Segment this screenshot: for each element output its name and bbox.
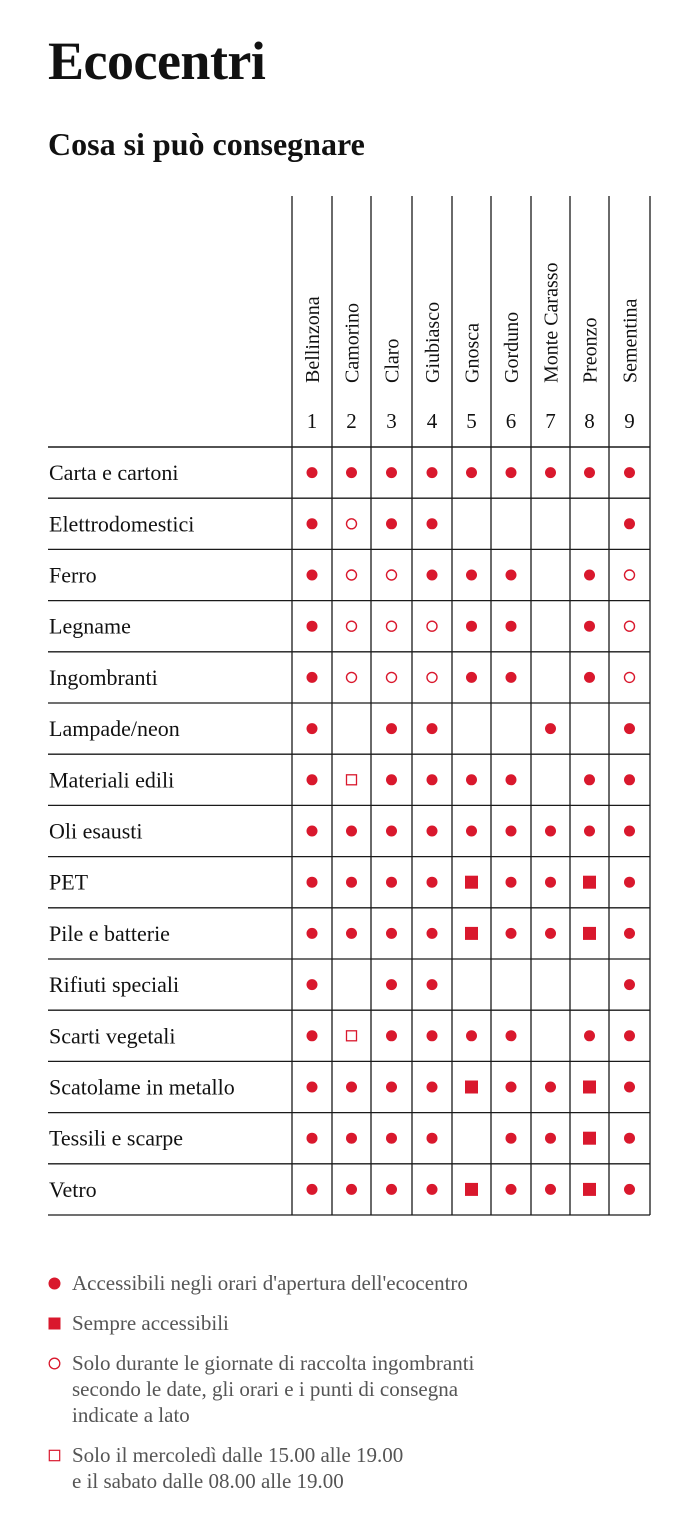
dot-marker	[624, 877, 635, 888]
dot-marker	[427, 467, 438, 478]
column-header-number: 6	[505, 409, 517, 433]
open-square-marker	[347, 775, 357, 785]
dot-marker	[624, 1030, 635, 1041]
legend-text: Solo durante le giornate di raccolta ingombranti	[72, 1351, 475, 1375]
open-square-marker	[347, 1031, 357, 1041]
dot-marker	[506, 1030, 517, 1041]
dot-marker	[466, 570, 477, 581]
dot-marker	[584, 672, 595, 683]
row-label: Pile e batterie	[49, 920, 170, 946]
legend-item	[48, 1270, 668, 1296]
square-marker	[583, 1183, 596, 1196]
dot-marker	[624, 774, 635, 785]
legend-symbol-icon	[48, 1277, 61, 1290]
dot-marker	[466, 1030, 477, 1041]
dot-marker	[545, 1082, 556, 1093]
dot-marker	[506, 570, 517, 581]
dot-marker	[307, 1184, 318, 1195]
dot-marker	[427, 1133, 438, 1144]
dot-marker	[346, 826, 357, 837]
square-marker	[465, 1183, 478, 1196]
dot-marker	[386, 826, 397, 837]
open-circle-marker	[625, 672, 635, 682]
dot-marker	[506, 1184, 517, 1195]
dot-marker	[545, 1133, 556, 1144]
dot-marker	[545, 1184, 556, 1195]
dot-marker	[386, 518, 397, 529]
dot-marker	[307, 723, 318, 734]
square-marker	[465, 876, 478, 889]
dot-marker	[427, 570, 438, 581]
dot-marker	[624, 1082, 635, 1093]
dot-marker	[624, 1184, 635, 1195]
dot-marker	[427, 518, 438, 529]
dot-marker	[307, 877, 318, 888]
row-label: Legname	[49, 613, 131, 639]
column-header-number: 4	[426, 409, 438, 433]
dot-marker	[624, 518, 635, 529]
dot-marker	[545, 877, 556, 888]
dot-marker	[386, 1030, 397, 1041]
row-label: Scatolame in metallo	[49, 1074, 235, 1100]
dot-marker	[584, 774, 595, 785]
open-circle-marker	[625, 570, 635, 580]
dot-marker	[346, 1082, 357, 1093]
legend-open-square-icon	[49, 1450, 59, 1460]
dot-marker	[386, 979, 397, 990]
row-label: Carta e cartoni	[49, 460, 179, 486]
dot-marker	[386, 928, 397, 939]
dot-marker	[584, 570, 595, 581]
open-circle-marker	[427, 621, 437, 631]
row-label: Materiali edili	[49, 767, 175, 793]
dot-marker	[427, 928, 438, 939]
dot-marker	[346, 1184, 357, 1195]
dot-marker	[506, 672, 517, 683]
column-header-number: 5	[466, 409, 477, 433]
open-circle-marker	[387, 621, 397, 631]
square-marker	[583, 876, 596, 889]
dot-marker	[427, 1082, 438, 1093]
dot-marker	[386, 723, 397, 734]
dot-marker	[624, 723, 635, 734]
column-header-name: Preonzo	[579, 317, 602, 383]
column-header-name: Bellinzona	[302, 296, 324, 383]
column-header-name: Gnosca	[461, 323, 484, 383]
legend-item	[48, 1442, 668, 1494]
legend	[48, 1270, 668, 1508]
square-marker	[583, 1132, 596, 1145]
dot-marker	[466, 774, 477, 785]
legend-square-icon	[49, 1318, 61, 1330]
dot-marker	[427, 979, 438, 990]
dot-marker	[386, 1082, 397, 1093]
row-label: Scarti vegetali	[49, 1023, 176, 1049]
open-circle-marker	[625, 621, 635, 631]
row-label: Rifiuti speciali	[49, 972, 180, 998]
square-marker	[583, 1081, 596, 1094]
legend-text: Accessibili negli orari d'apertura dell'ecocentro	[72, 1271, 468, 1295]
legend-text: secondo le date, gli orari e i punti di consegna	[72, 1377, 459, 1401]
dot-marker	[506, 621, 517, 632]
dot-marker	[584, 621, 595, 632]
dot-marker	[545, 928, 556, 939]
dot-marker	[307, 518, 318, 529]
row-label: PET	[49, 869, 89, 895]
column-header-number: 9	[624, 409, 635, 433]
dot-marker	[386, 1184, 397, 1195]
dot-marker	[624, 826, 635, 837]
dot-marker	[506, 928, 517, 939]
dot-marker	[506, 877, 517, 888]
column-header-name: Sementina	[619, 298, 642, 383]
open-circle-marker	[387, 672, 397, 682]
legend-text: Sempre accessibili	[72, 1311, 229, 1335]
column-header-number: 2	[346, 409, 357, 433]
dot-marker	[307, 1133, 318, 1144]
dot-marker	[466, 672, 477, 683]
row-label: Tessili e scarpe	[49, 1125, 184, 1151]
dot-marker	[427, 723, 438, 734]
dot-marker	[307, 979, 318, 990]
dot-marker	[427, 1184, 438, 1195]
column-header-number: 3	[386, 409, 397, 433]
dot-marker	[584, 1030, 595, 1041]
dot-marker	[346, 1133, 357, 1144]
open-circle-marker	[427, 672, 437, 682]
legend-item	[48, 1350, 668, 1428]
legend-symbol-icon	[48, 1357, 61, 1370]
legend-text: Solo il mercoledì dalle 15.00 alle 19.00	[72, 1443, 404, 1467]
square-marker	[465, 927, 478, 940]
dot-marker	[624, 979, 635, 990]
dot-marker	[545, 467, 556, 478]
open-circle-marker	[347, 570, 357, 580]
open-circle-marker	[347, 519, 357, 529]
dot-marker	[307, 1030, 318, 1041]
dot-marker	[466, 467, 477, 478]
row-label: Ingombranti	[49, 664, 158, 690]
legend-symbol-icon	[48, 1317, 61, 1330]
dot-marker	[346, 467, 357, 478]
dot-marker	[386, 774, 397, 785]
dot-marker	[545, 723, 556, 734]
legend-text: e il sabato dalle 08.00 alle 19.00	[72, 1469, 344, 1493]
dot-marker	[307, 672, 318, 683]
open-circle-marker	[387, 570, 397, 580]
dot-marker	[427, 1030, 438, 1041]
dot-marker	[307, 928, 318, 939]
legend-open-circle-icon	[49, 1358, 60, 1369]
dot-marker	[584, 826, 595, 837]
column-header-name: Monte Carasso	[540, 262, 563, 383]
column-header-number: 7	[545, 409, 556, 433]
column-header-number: 1	[306, 409, 318, 433]
dot-marker	[386, 1133, 397, 1144]
dot-marker	[584, 467, 595, 478]
dot-marker	[427, 877, 438, 888]
dot-marker	[386, 467, 397, 478]
dot-marker	[624, 928, 635, 939]
legend-text: indicate a lato	[72, 1403, 190, 1427]
page-title: Ecocentri	[48, 31, 266, 91]
column-header-name: Camorino	[341, 303, 364, 383]
dot-marker	[346, 877, 357, 888]
column-header-number: 8	[584, 409, 595, 433]
dot-marker	[307, 826, 318, 837]
dot-marker	[307, 570, 318, 581]
dot-marker	[624, 467, 635, 478]
row-label: Ferro	[49, 562, 97, 588]
dot-marker	[545, 826, 556, 837]
row-label: Vetro	[49, 1176, 97, 1202]
dot-marker	[307, 467, 318, 478]
dot-marker	[307, 774, 318, 785]
legend-symbol-icon	[48, 1449, 61, 1462]
open-circle-marker	[347, 621, 357, 631]
legend-item	[48, 1310, 668, 1336]
dot-marker	[624, 1133, 635, 1144]
dot-marker	[506, 1082, 517, 1093]
dot-marker	[506, 1133, 517, 1144]
dot-marker	[386, 877, 397, 888]
dot-marker	[307, 1082, 318, 1093]
dot-marker	[466, 826, 477, 837]
row-label: Lampade/neon	[49, 716, 180, 742]
dot-marker	[427, 826, 438, 837]
dot-marker	[307, 621, 318, 632]
dot-marker	[506, 826, 517, 837]
row-label: Oli esausti	[49, 818, 143, 844]
dot-marker	[346, 928, 357, 939]
column-header-name: Gorduno	[501, 311, 523, 383]
column-header-name: Claro	[381, 338, 404, 383]
dot-marker	[427, 774, 438, 785]
page-subtitle: Cosa si può consegnare	[48, 126, 365, 162]
row-label: Elettrodomestici	[49, 511, 195, 537]
column-header-name: Giubiasco	[422, 301, 444, 383]
dot-marker	[506, 774, 517, 785]
open-circle-marker	[347, 672, 357, 682]
square-marker	[465, 1081, 478, 1094]
dot-marker	[466, 621, 477, 632]
legend-dot-icon	[49, 1278, 61, 1290]
square-marker	[583, 927, 596, 940]
dot-marker	[506, 467, 517, 478]
